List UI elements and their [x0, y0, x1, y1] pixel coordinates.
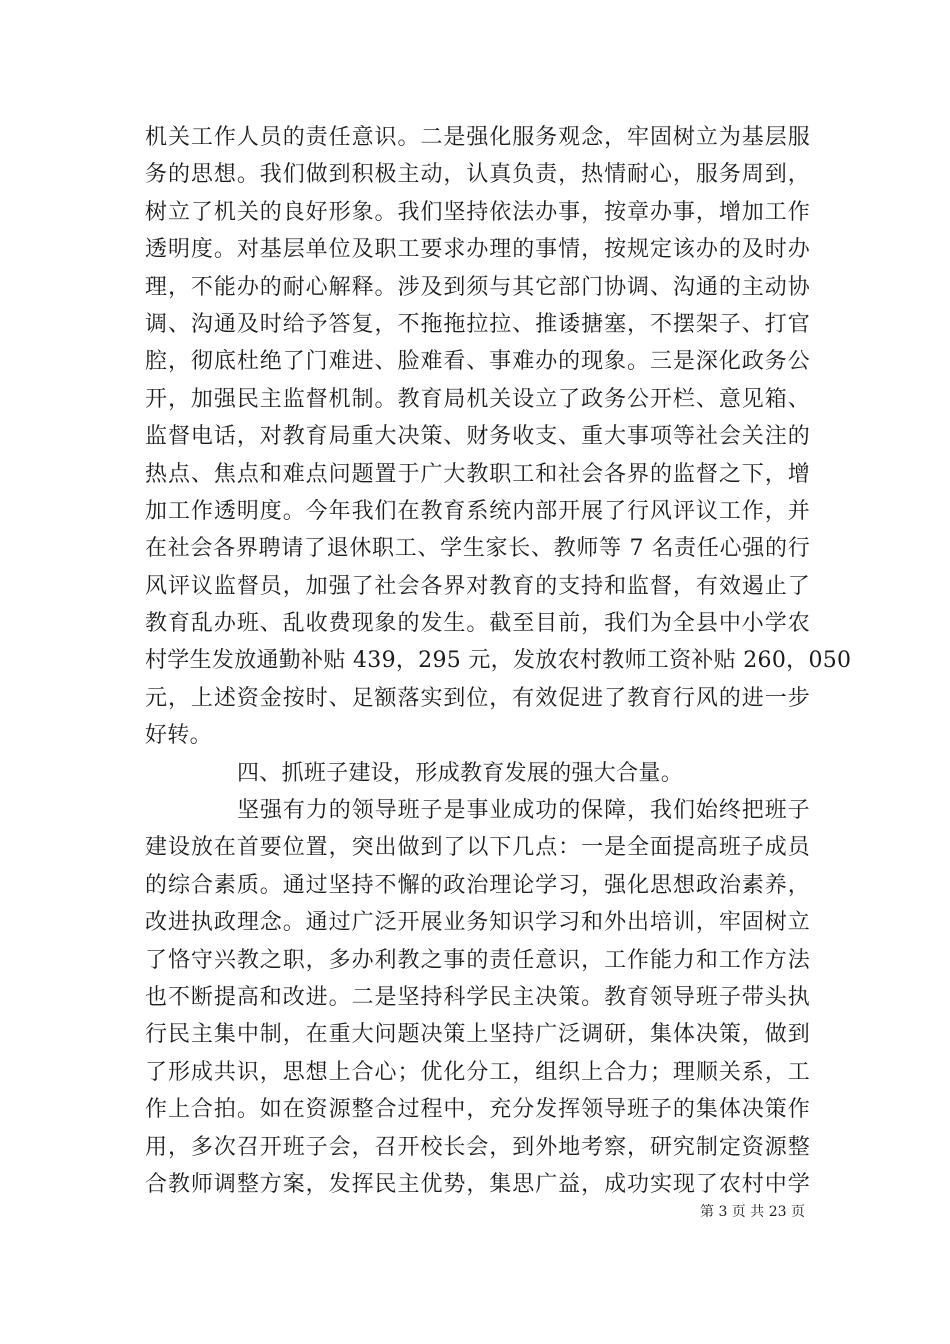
text-line: 务的思想。我们做到积极主动，认真负责，热情耐心，服务周到，	[145, 162, 810, 188]
text-line: 了形成共识，思想上合心；优化分工，组织上合力；理顺关系，工	[145, 1059, 810, 1085]
page-number: 第 3 页 共 23 页	[700, 1204, 805, 1220]
text-line: 在社会各界聘请了退休职工、学生家长、教师等 7 名责任心强的行	[145, 536, 810, 562]
text-line: 机关工作人员的责任意识。二是强化服务观念，牢固树立为基层服	[145, 125, 810, 150]
text-line: 好转。	[145, 723, 212, 749]
text-line: 理，不能办的耐心解释。涉及到须与其它部门协调、沟通的主动协	[145, 274, 810, 300]
paragraph-2	[145, 792, 810, 1203]
text-line: 热点、焦点和难点问题置于广大教职工和社会各界的监督之下，增	[145, 461, 810, 487]
text-line: 树立了机关的良好形象。我们坚持依法办事，按章办事，增加工作	[145, 199, 810, 225]
text-line: 村学生发放通勤补贴 439，295 元，发放农村教师工资补贴 260，050	[145, 648, 852, 674]
body-text	[145, 119, 852, 1203]
text-line: 加工作透明度。今年我们在教育系统内部开展了行风评议工作，并	[145, 498, 810, 524]
text-line: 坚强有力的领导班子是事业成功的保障，我们始终把班子	[237, 798, 810, 824]
text-line: 开，加强民主监督机制。教育局机关设立了政务公开栏、意见箱、	[145, 386, 810, 412]
text-line: 了恪守兴教之职，多办利教之事的责任意识，工作能力和工作方法	[145, 947, 810, 973]
text-line: 风评议监督员，加强了社会各界对教育的支持和监督，有效遏止了	[145, 573, 810, 599]
paragraph-1	[145, 119, 852, 755]
text-line: 透明度。对基层单位及职工要求办理的事情，按规定该办的及时办	[145, 237, 810, 263]
text-line: 调、沟通及时给予答复，不拖拖拉拉、推诿搪塞，不摆架子、打官	[145, 311, 810, 337]
text-line: 行民主集中制，在重大问题决策上坚持广泛调研，集体决策，做到	[145, 1022, 810, 1048]
text-line: 教育乱办班、乱收费现象的发生。截至目前，我们为全县中小学农	[145, 611, 810, 637]
text-line: 合教师调整方案，发挥民主优势，集思广益，成功实现了农村中学	[145, 1171, 810, 1197]
text-line: 腔，彻底杜绝了门难进、脸难看、事难办的现象。三是深化政务公	[145, 349, 810, 375]
text-line: 作上合拍。如在资源整合过程中，充分发挥领导班子的集体决策作	[145, 1097, 810, 1123]
section-heading: 四、抓班子建设，形成教育发展的强大合量。	[237, 760, 684, 786]
text-line: 用，多次召开班子会，召开校长会，到外地考察，研究制定资源整	[145, 1134, 810, 1160]
text-line: 也不断提高和改进。二是坚持科学民主决策。教育领导班子带头执	[145, 984, 810, 1010]
text-line: 改进执政理念。通过广泛开展业务知识学习和外出培训，牢固树立	[145, 910, 810, 936]
text-line: 的综合素质。通过坚持不懈的政治理论学习，强化思想政治素养，	[145, 872, 810, 898]
text-line: 元，上述资金按时、足额落实到位，有效促进了教育行风的进一步	[145, 685, 810, 711]
text-line: 监督电话，对教育局重大决策、财务收支、重大事项等社会关注的	[145, 424, 810, 450]
text-line: 建设放在首要位置，突出做到了以下几点：一是全面提高班子成员	[145, 835, 810, 861]
